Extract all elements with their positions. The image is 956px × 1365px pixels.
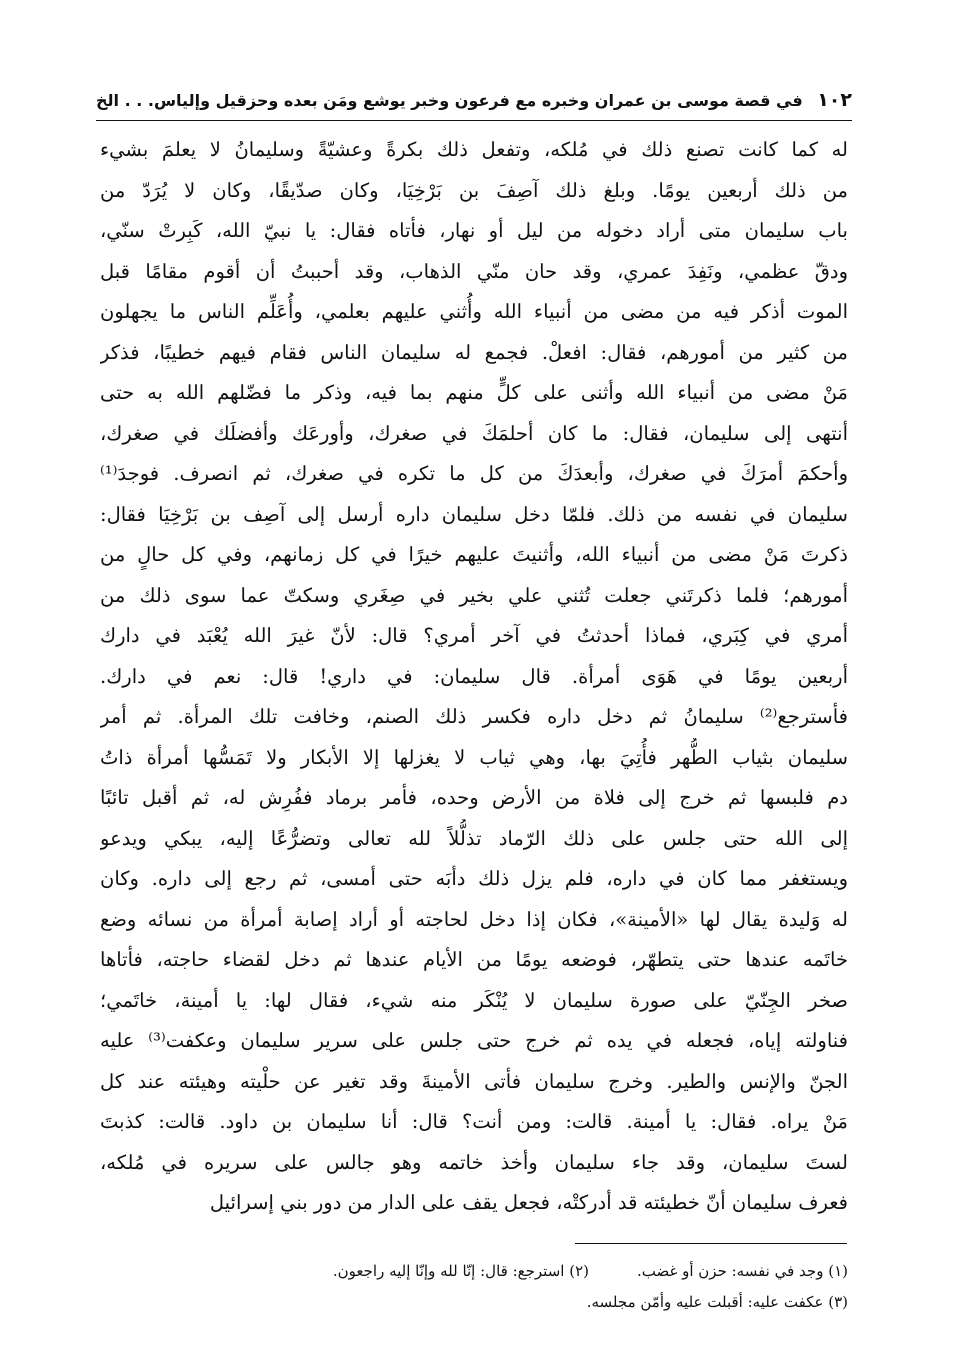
text-line: خاتَمه عندها حتى يتطهّر، فوضعه يومًا من الأيام عندها ثم دخل لقضاء حاجته، فأتاها <box>100 948 848 971</box>
header-rule <box>96 120 852 121</box>
text-line: ويستغفر مما كان في داره، فلم يزل ذلك دأبَه حتى أمسى، ثم رجع إلى داره. وكان <box>100 867 848 890</box>
footnote-row <box>100 1256 848 1287</box>
text-line: فعرف سليمان أنّ خطيئته قد أدركتْه، فجعل يقف على الدار من دور بني إسرائيل <box>209 1191 848 1214</box>
text-line: سليمان في نفسه من ذلك. فلمّا دخل سليمان داره أرسل إلى آصِف بن بَرْخِيَا فقال: <box>100 502 848 526</box>
footnote-2: (٢) استرجع: قال: إنّا لله وإنّا إليه راجعون. <box>332 1262 589 1280</box>
running-title: في قصة موسى بن عمران وخبره مع فرعون وخبر يوشع ومَن بعده وحزقيل وإلياس. . . الخ <box>96 90 803 110</box>
text-line: مَنْ يراه. فقال: يا أمينة. قالت: ومن أنت؟ قال: أنا سليمان بن داود. قالت: كذبتَ <box>100 1110 848 1133</box>
text-line: أنتهى إلى سليمان، فقال: ما كان أحلمَكَ في صغرك، وأورعَك وأفضلَك في صغرك، <box>100 421 848 445</box>
footnote-row <box>100 1287 848 1318</box>
text-line: باب سليمان متى أراد دخوله من ليل أو نهار، فأتاه فقال: يا نبيّ الله، كَبِرتْ سنّي، <box>100 219 848 242</box>
text-line: من ذلك أربعين يومًا. وبلغ ذلك آصِفَ بن بَرْخِيَا، وكان صدّيقًا، وكان لا يُرَدّ من <box>100 178 848 202</box>
text-line: له كما كانت تصنع ذلك في مُلكه، وتفعل ذلك بكرةً وعشيّةً وسليمانُ لا يعلمَ بشيء <box>100 138 848 161</box>
text-line: مَنْ مضى من أنبياء الله وأثنى على كلٍّ منهم بما فيه، وذكر ما فضّلهم الله به حتى <box>100 381 848 404</box>
text-line: إلى الله حتى جلس على ذلك الرّماد تذلُّلاً لله تعالى وتضرُّعًا إليه، يبكي ويدعو <box>100 826 848 850</box>
text-line: من كثير من أمورهم، فقال: افعلْ. فجمع له سليمان الناس فقام فيهم خطيبًا، فذكر <box>100 340 848 364</box>
page-number: ١٠٢ <box>817 89 852 111</box>
footnote-3: (٣) عكفت عليه: أقبلت عليه وأمّن مجلسه. <box>586 1293 848 1311</box>
running-header <box>96 82 852 118</box>
text-line: سليمان بثياب الطُّهر فأُتِيَ بها، وهي ثياب لا يغزلها إلا الأبكار ولا تَمَسُّها أمرأة ذاتُ <box>100 745 848 769</box>
footnote-rule <box>575 1243 847 1244</box>
text-line: دم فلبسها ثم خرج إلى فلاة من الأرض وحده، فأمر برماد ففُرِش له، ثم أقبل تائبًا <box>100 786 848 809</box>
text-line: ودقّ عظمي، ونَفِدَ عمري، وقد حان منّي الذهاب، وقد أحببتُ أن أقوم مقامًا قبل <box>100 259 848 283</box>
text-line: وأحكمَ أمرَكَ في صغرك، وأبعدَكَ من كل ما تكره في صغرك، ثم انصرف. فوجدَ⁽¹⁾ <box>100 462 848 485</box>
text-line: فناولته إياه، فجعله في يده ثم خرج حتى جلس على سرير سليمان وعكفت⁽³⁾ عليه <box>100 1029 848 1052</box>
main-text <box>100 130 848 1224</box>
text-line: أمري في كِبَري، فماذا أحدثتُ في آخر أمري؟ قال: لأنّ غيرَ الله يُعْبَد في دارك <box>100 624 848 647</box>
text-line: أربعين يومًا في هَوَى أمرأة. قال سليمان: في داري! قال: نعم في دارك. <box>100 664 848 688</box>
footnote-1: (١) وجد في نفسه: حزن أو غضب. <box>636 1262 848 1280</box>
text-line: لستَ سليمان، وقد جاء سليمان وأخذ خاتمه وهو جالس على سريره في مُلكه، <box>100 1150 848 1174</box>
text-line: له وَليدة يقال لها «الأمينة»، فكان إذا دخل لحاجته أو أراد إصابة أمرأة من نسائه وضع <box>100 907 848 931</box>
text-line: الجنّ والإنس والطير. وخرج سليمان فأتى الأمينةَ وقد تغير عن حلْيته وهيئته عند كل <box>100 1069 848 1093</box>
text-line: ذكرتَ مَنْ مضى من أنبياء الله، وأثنيتَ عليهم خيرًا في كل زمانهم، وفي كل حالٍ من <box>100 543 848 566</box>
text-line: فأسترجع⁽²⁾ سليمانُ ثم دخل داره فكسر ذلك الصنم، وخافت تلك المرأة. ثم أمر <box>100 705 848 728</box>
text-line: صخر الجِنّيّ على صورة سليمان لا يُنْكَر منه شيء، فقال لها: يا أمينة، خاتَمي؛ <box>100 988 848 1012</box>
text-line: أمورهم؛ فلما ذكرتَني جعلت تُثني علي بخير في صِغَري وسكتّ عما سوى ذلك من <box>100 583 848 607</box>
text-line: الموت أذكر فيه من مضى من أنبياء الله وأُثني عليهم بعلمي، وأُعَلِّم الناس ما يجهلون <box>100 300 848 323</box>
footnotes <box>100 1256 848 1318</box>
